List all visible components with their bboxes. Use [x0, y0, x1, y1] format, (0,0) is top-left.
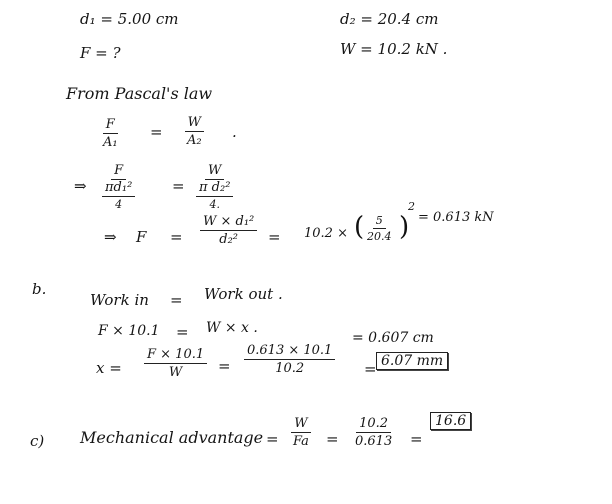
c-f1-numerator: W: [291, 416, 310, 433]
work-out: Work out .: [204, 285, 283, 303]
eq3-result: = 0.613 kN: [418, 210, 494, 225]
given-force: F = ?: [80, 44, 121, 62]
c-f2-numerator: 10.2: [356, 416, 391, 433]
c-f2-denominator: 0.613: [355, 434, 393, 449]
eq2-F: F: [111, 163, 126, 180]
eq3-fraction: [200, 214, 257, 247]
x-result-mm-box: 6.07 mm: [376, 352, 448, 370]
eq3-arrow: ⇒: [104, 228, 117, 246]
fx-left: F × 10.1: [98, 323, 160, 339]
eq1-F: F: [103, 117, 118, 134]
eq1-dot: .: [232, 123, 237, 141]
eq3-open-paren: (: [354, 212, 365, 242]
eq2-pi-d1: πd₁²: [102, 180, 135, 197]
eq3-ratio-fraction: [364, 214, 395, 243]
eq1-W: W: [185, 115, 204, 132]
x-f2-denominator: 10.2: [275, 361, 305, 376]
c-result-box: 16.6: [430, 412, 471, 430]
eq3-twenty-point-four: 20.4: [367, 230, 392, 243]
eq2-four-left: 4: [115, 198, 123, 211]
c-equals-1: =: [266, 430, 279, 448]
x-equals-3: =: [364, 360, 377, 378]
eq1-equals: =: [150, 123, 163, 141]
given-d1: d₁ = 5.00 cm: [80, 10, 179, 28]
pascal-heading: From Pascal's law: [66, 84, 213, 103]
x-fraction-1: [144, 347, 207, 380]
eq2-four-right: 4.: [209, 198, 220, 211]
fx-right: W × x .: [206, 320, 258, 336]
x-fraction-2: [244, 343, 335, 376]
eq3-close-paren: ): [399, 212, 410, 242]
c-fraction-2: [352, 416, 395, 449]
eq1-A2: A₂: [187, 133, 202, 148]
x-f1-numerator: F × 10.1: [144, 347, 207, 364]
work-equals: =: [170, 291, 183, 309]
x-f2-numerator: 0.613 × 10.1: [244, 343, 335, 360]
eq3-numerator: W × d₁²: [200, 214, 257, 231]
eq2-pi-d2: π d₂²: [196, 180, 233, 197]
work-in: Work in: [90, 291, 149, 309]
x-f1-denominator: W: [168, 365, 183, 380]
eq3-coefficient: 10.2 ×: [304, 226, 348, 241]
eq1-right-fraction: [184, 115, 205, 148]
c-f1-denominator: Fa: [293, 434, 309, 449]
x-equals-2: =: [218, 357, 231, 375]
eq2-arrow: ⇒: [74, 177, 87, 195]
c-equals-3: =: [410, 430, 423, 448]
given-d2: d₂ = 20.4 cm: [340, 10, 439, 28]
eq1-A1: A₁: [103, 135, 118, 150]
c-equals-2: =: [326, 430, 339, 448]
eq3-F: F: [136, 228, 147, 246]
c-fraction-1: [290, 416, 312, 449]
eq3-five: 5: [373, 214, 386, 229]
eq1-left-fraction: [100, 117, 121, 150]
eq2-left-denominator: [102, 180, 135, 211]
eq3-equals-2: =: [268, 228, 281, 246]
part-c-label: c): [30, 432, 45, 450]
eq2-right-fraction: [196, 163, 233, 211]
eq3-denominator: d₂²: [219, 232, 238, 247]
x-equals: x =: [96, 359, 122, 377]
eq3-power: 2: [408, 200, 415, 213]
part-b-label: b.: [32, 280, 47, 298]
x-result-cm: = 0.607 cm: [352, 330, 434, 346]
eq3-equals-1: =: [170, 228, 183, 246]
fx-equals: =: [176, 323, 189, 341]
eq2-left-fraction: [102, 163, 135, 211]
eq2-equals: =: [172, 177, 185, 195]
eq2-right-denominator: [196, 180, 233, 211]
mechanical-advantage-text: Mechanical advantage: [80, 428, 264, 447]
eq2-W: W: [205, 163, 224, 180]
given-weight: W = 10.2 kN .: [340, 40, 448, 58]
